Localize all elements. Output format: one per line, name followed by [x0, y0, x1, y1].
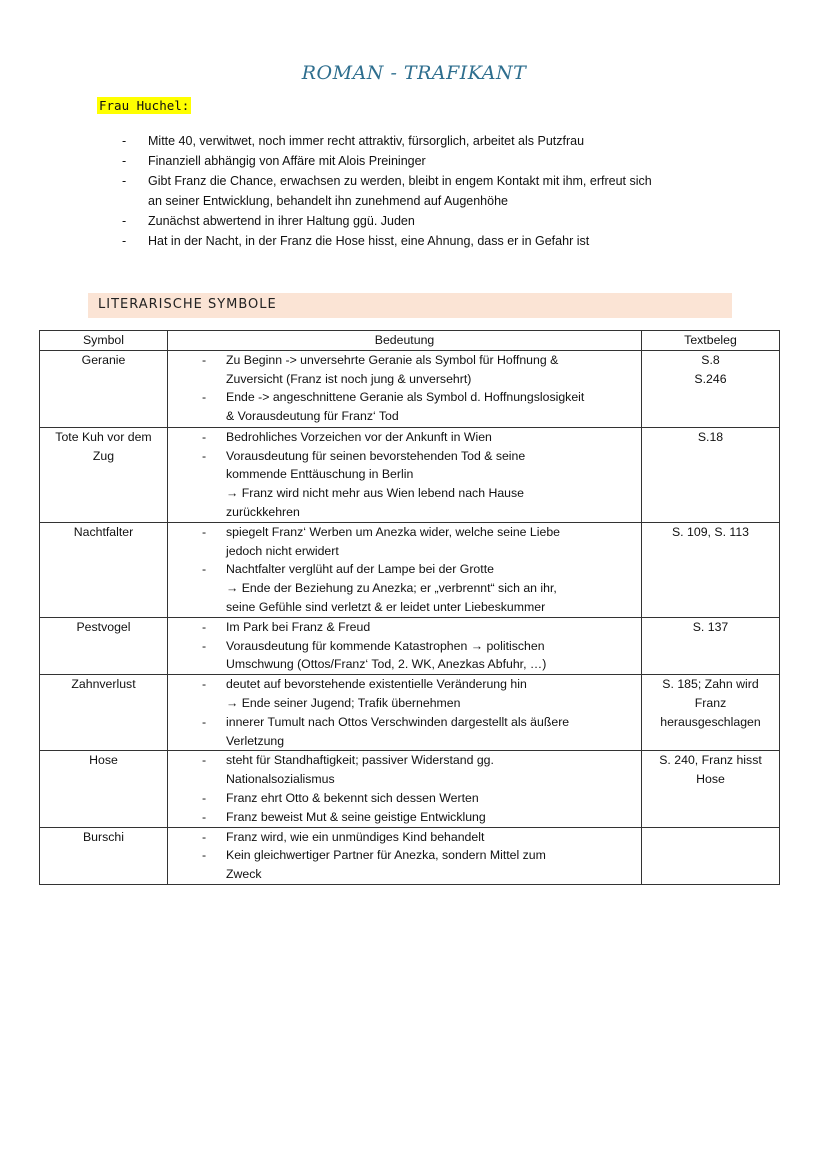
character-bullet-list: [120, 131, 740, 251]
bedeutung-line: [168, 713, 641, 732]
bullet-dash: -: [202, 809, 207, 824]
symbol-cell: [40, 617, 168, 674]
bedeutung-text: Bedrohliches Vorzeichen vor der Ankunft in Wien: [226, 429, 492, 444]
bullet-dash: -: [202, 638, 207, 653]
bedeutung-line: [168, 694, 641, 713]
bedeutung-line: [168, 503, 641, 522]
bullet-line: [120, 131, 740, 151]
header-textbeleg: Textbeleg: [642, 331, 780, 351]
bedeutung-cell: [168, 617, 642, 674]
textbeleg-text: S. 185; Zahn wird: [662, 677, 759, 692]
bullet-line: [120, 151, 740, 171]
textbeleg-text: Hose: [696, 772, 725, 787]
bedeutung-text: Kein gleichwertiger Partner für Anezka, sondern Mittel zum: [226, 848, 546, 863]
symbol-name: Zug: [92, 448, 115, 463]
bedeutung-line: [168, 407, 641, 426]
bedeutung-text: Im Park bei Franz & Freud: [226, 619, 371, 634]
bedeutung-line: [168, 542, 641, 561]
bullet-dash: -: [122, 174, 127, 188]
bedeutung-line: [168, 351, 641, 370]
table-row: [40, 522, 780, 617]
table-row: [40, 427, 780, 522]
bullet-dash: -: [202, 429, 207, 444]
bedeutung-line: [168, 789, 641, 808]
bullet-text: Hat in der Nacht, in der Franz die Hose hisst, eine Ahnung, dass er in Gefahr ist: [148, 234, 590, 248]
bedeutung-cell: [168, 675, 642, 751]
bullet-dash: -: [202, 562, 207, 577]
bedeutung-cell: [168, 751, 642, 827]
bedeutung-text: → Ende der Beziehung zu Anezka; er „verbrennt“ sich an ihr,: [226, 581, 557, 596]
bedeutung-line: [168, 732, 641, 751]
bedeutung-text: Vorausdeutung für seinen bevorstehenden Tod & seine: [226, 448, 526, 463]
bullet-line: [120, 231, 740, 251]
bedeutung-line: [168, 751, 641, 770]
textbeleg-cell: [642, 617, 780, 674]
bedeutung-line: [168, 618, 641, 637]
bedeutung-line: [168, 370, 641, 389]
bullet-dash: -: [202, 352, 207, 367]
bullet-dash: -: [202, 848, 207, 863]
bedeutung-text: Zweck: [226, 867, 262, 882]
bullet-dash: -: [122, 214, 127, 228]
symbol-name: Nachtfalter: [73, 524, 134, 539]
bedeutung-cell: [168, 522, 642, 617]
bedeutung-text: zurückkehren: [226, 504, 300, 519]
bedeutung-text: seine Gefühle sind verletzt & er leidet unter Liebeskummer: [226, 599, 546, 614]
textbeleg-cell: [642, 522, 780, 617]
symbol-name: Hose: [89, 753, 118, 768]
bedeutung-text: jedoch nicht erwidert: [226, 543, 339, 558]
bedeutung-line: [168, 447, 641, 466]
bedeutung-text: Franz beweist Mut & seine geistige Entwicklung: [226, 809, 486, 824]
table-row: [40, 617, 780, 674]
table-row: [40, 751, 780, 827]
bedeutung-line: [168, 846, 641, 865]
bedeutung-line: [168, 770, 641, 789]
bullet-text: Finanziell abhängig von Affäre mit Alois Preininger: [148, 154, 426, 168]
bullet-dash: -: [202, 448, 207, 463]
textbeleg-text: S.246: [694, 371, 727, 386]
bedeutung-text: Ende -> angeschnittene Geranie als Symbol d. Hoffnungslosigkeit: [226, 390, 585, 405]
textbeleg-text: Franz: [694, 695, 727, 710]
bedeutung-text: steht für Standhaftigkeit; passiver Widerstand gg.: [226, 753, 494, 768]
textbeleg-text: S. 240, Franz hisst: [659, 753, 762, 768]
textbeleg-text: S. 137: [692, 619, 729, 634]
bedeutung-text: Nationalsozialismus: [226, 772, 335, 787]
header-bedeutung: Bedeutung: [168, 331, 642, 351]
bedeutung-text: deutet auf bevorstehende existentielle Veränderung hin: [226, 677, 527, 692]
symbol-name: Geranie: [81, 352, 126, 367]
bedeutung-text: Franz ehrt Otto & bekennt sich dessen Werten: [226, 790, 479, 805]
bedeutung-line: [168, 675, 641, 694]
bedeutung-line: [168, 637, 641, 656]
bedeutung-line: [168, 655, 641, 674]
bedeutung-line: [168, 828, 641, 847]
textbeleg-cell: [642, 751, 780, 827]
symbol-cell: [40, 751, 168, 827]
symbol-cell: [40, 522, 168, 617]
bedeutung-text: Zu Beginn -> unversehrte Geranie als Symbol für Hoffnung &: [226, 352, 559, 367]
textbeleg-cell: [642, 427, 780, 522]
symbol-name: Burschi: [82, 829, 124, 844]
bedeutung-line: [168, 428, 641, 447]
textbeleg-cell: [642, 827, 780, 884]
bedeutung-text: Verletzung: [226, 733, 285, 748]
bedeutung-text: Vorausdeutung für kommende Katastrophen → politischen: [226, 638, 545, 653]
bedeutung-cell: [168, 427, 642, 522]
section-header: [88, 293, 732, 318]
bullet-dash: -: [122, 134, 127, 148]
bedeutung-cell: [168, 827, 642, 884]
bedeutung-text: innerer Tumult nach Ottos Verschwinden dargestellt als äußere: [226, 714, 570, 729]
textbeleg-text: S.8: [701, 352, 720, 367]
symbol-name: Zahnverlust: [71, 677, 136, 692]
bullet-text: Gibt Franz die Chance, erwachsen zu werden, bleibt in engem Kontakt mit ihm, erfreut sich: [148, 174, 652, 188]
textbeleg-text: S. 109, S. 113: [671, 524, 750, 539]
bullet-dash: -: [202, 677, 207, 692]
bedeutung-line: [168, 465, 641, 484]
bedeutung-text: → Franz wird nicht mehr aus Wien lebend nach Hause: [226, 486, 524, 501]
bullet-text: Mitte 40, verwitwet, noch immer recht attraktiv, fürsorglich, arbeitet als Putzfrau: [148, 134, 585, 148]
symbol-cell: [40, 350, 168, 427]
bullet-dash: -: [202, 524, 207, 539]
bullet-text: an seiner Entwicklung, behandelt ihn zunehmend auf Augenhöhe: [148, 194, 508, 208]
bedeutung-text: Nachtfalter verglüht auf der Lampe bei der Grotte: [226, 562, 494, 577]
textbeleg-text: herausgeschlagen: [660, 714, 761, 729]
bedeutung-line: [168, 865, 641, 884]
bedeutung-text: & Vorausdeutung für Franz‘ Tod: [226, 409, 399, 424]
bullet-dash: -: [202, 619, 207, 634]
symbol-name: Pestvogel: [76, 619, 131, 634]
header-symbol: Symbol: [40, 331, 168, 351]
bedeutung-text: Umschwung (Ottos/Franz‘ Tod, 2. WK, Anezkas Abfuhr, …): [226, 657, 547, 672]
bullet-dash: -: [202, 829, 207, 844]
bullet-dash: -: [122, 234, 127, 248]
document-title: ROMAN - TRAFIKANT: [301, 62, 527, 84]
bullet-dash: -: [202, 390, 207, 405]
table-header-row: [40, 331, 780, 351]
textbeleg-cell: [642, 675, 780, 751]
bedeutung-line: [168, 808, 641, 827]
symbol-cell: [40, 427, 168, 522]
table-row: [40, 675, 780, 751]
bedeutung-text: kommende Enttäuschung in Berlin: [226, 467, 414, 482]
textbeleg-text: S.18: [697, 429, 724, 444]
table-row: [40, 827, 780, 884]
bullet-dash: -: [202, 790, 207, 805]
bullet-dash: -: [202, 714, 207, 729]
bedeutung-text: spiegelt Franz‘ Werben um Anezka wider, welche seine Liebe: [226, 524, 561, 539]
bullet-line: [120, 171, 740, 191]
bedeutung-line: [168, 598, 641, 617]
bedeutung-line: [168, 484, 641, 503]
table-row: [40, 350, 780, 427]
bullet-line: [120, 211, 740, 231]
symbol-cell: [40, 827, 168, 884]
bullet-dash: -: [202, 753, 207, 768]
symbols-table: [39, 330, 780, 885]
bedeutung-text: → Ende seiner Jugend; Trafik übernehmen: [226, 695, 461, 710]
bedeutung-line: [168, 523, 641, 542]
section-title: LITERARISCHE SYMBOLE: [98, 297, 277, 312]
bullet-line: [120, 191, 740, 211]
textbeleg-cell: [642, 350, 780, 427]
character-heading: Frau Huchel:: [99, 98, 190, 113]
bedeutung-line: [168, 388, 641, 407]
bullet-dash: -: [122, 154, 127, 168]
bedeutung-text: Zuversicht (Franz ist noch jung & unversehrt): [226, 371, 472, 386]
bedeutung-text: Franz wird, wie ein unmündiges Kind behandelt: [226, 829, 485, 844]
bedeutung-line: [168, 579, 641, 598]
bedeutung-cell: [168, 350, 642, 427]
symbol-cell: [40, 675, 168, 751]
bullet-text: Zunächst abwertend in ihrer Haltung ggü. Juden: [148, 214, 415, 228]
bedeutung-line: [168, 560, 641, 579]
symbol-name: Tote Kuh vor dem: [55, 429, 152, 444]
